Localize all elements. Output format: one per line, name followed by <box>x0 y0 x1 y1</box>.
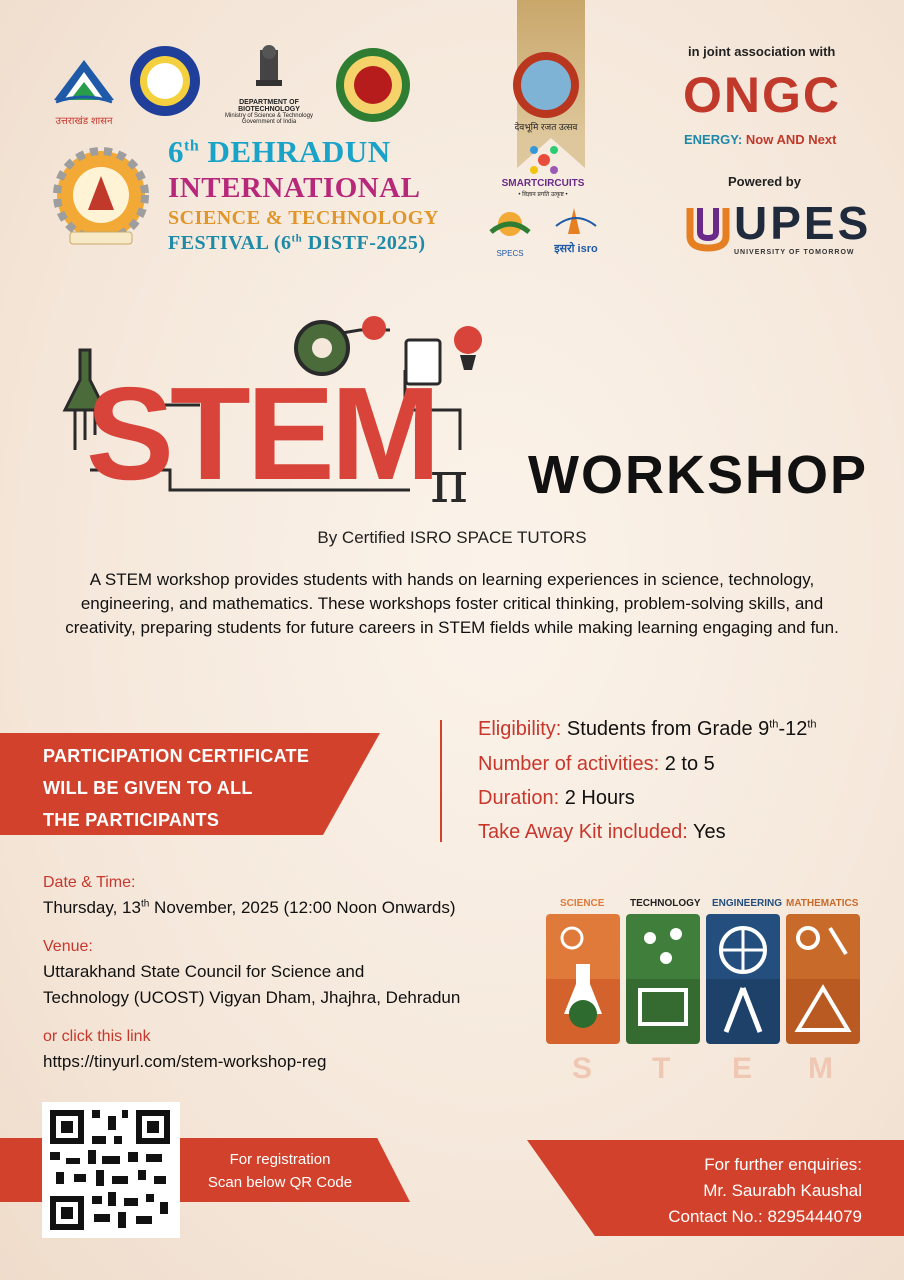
ucost-logo <box>130 46 200 116</box>
mathematics-label: MATHEMATICS <box>786 898 859 909</box>
kit-label: Take Away Kit included: <box>478 821 688 843</box>
enquiry-contact-name: Mr. Saurabh Kaushal <box>703 1181 862 1200</box>
eligibility-row <box>478 718 817 741</box>
smartcircuits-name: SMARTCIRCUITS <box>501 178 585 189</box>
festival-line1 <box>168 134 391 170</box>
duration-row <box>478 787 635 810</box>
duration-label: Duration: <box>478 787 560 809</box>
festival-sup: th <box>184 137 200 155</box>
registration-text <box>185 1148 375 1194</box>
qr-code[interactable] <box>42 1102 180 1238</box>
powered-by-text: Powered by <box>728 174 801 189</box>
certificate-line2: WILL BE GIVEN TO ALL <box>43 778 253 798</box>
specs-logo <box>487 204 533 258</box>
byline: By Certified ISRO SPACE TUTORS <box>317 528 587 547</box>
date-sup: th <box>140 898 150 910</box>
dbt-line1: DEPARTMENT OF BIOTECHNOLOGY <box>238 99 300 113</box>
venue-label: Venue: <box>43 938 93 955</box>
festival-line2: INTERNATIONAL <box>168 172 421 204</box>
upes-logo-text: UPES <box>734 197 872 249</box>
enquiry-line1: For further enquiries: <box>704 1155 862 1174</box>
description: A STEM workshop provides students with hands on learning experiences in science, technology, engineering, and mathematics. These workshops foster critical thinking, problem-solving skills, and creativity, preparing students for future careers in STEM fields while making learning engaging and fun. <box>65 570 839 637</box>
isro-logo <box>546 206 606 256</box>
energy-slogan: Now AND Next <box>745 132 837 147</box>
festival-city: DEHRADUN <box>199 134 391 169</box>
stem-ghost-e: E <box>732 1052 753 1085</box>
stem-ghost-s: S <box>572 1052 593 1085</box>
upes-icon <box>686 202 730 252</box>
energy-label: ENERGY: <box>684 132 746 147</box>
festival-line4-sup: th <box>291 232 303 245</box>
venue-line2: Technology (UCOST) Vigyan Dham, Jhajhra, Dehradun <box>43 988 461 1007</box>
science-panel <box>546 914 620 1044</box>
certificate-line3: THE PARTICIPANTS <box>43 810 220 830</box>
devbhoomi-logo <box>513 52 579 118</box>
enquiry-text <box>668 1152 862 1230</box>
smartcircuits-icon <box>524 142 564 178</box>
stem-ghost-m: M <box>808 1052 833 1085</box>
dbt-logo <box>210 44 328 125</box>
technology-label: TECHNOLOGY <box>630 898 701 909</box>
venue-line1: Uttarakhand State Council for Science and <box>43 962 365 981</box>
pi-icon: π <box>430 448 469 516</box>
activities-value: 2 to 5 <box>659 753 715 775</box>
date-a: Thursday, 13 <box>43 898 141 917</box>
ongc-logo-text: ONGC <box>683 67 841 123</box>
link-label: or click this link <box>43 1028 151 1045</box>
duration-value: 2 Hours <box>559 787 635 809</box>
festival-line4-a: FESTIVAL (6 <box>168 232 292 254</box>
science-label: SCIENCE <box>560 898 605 909</box>
uk-govt-caption: उत्तराखंड शासन <box>55 116 113 127</box>
engineering-panel <box>706 914 780 1044</box>
smartcircuits-tag: • विज्ञान प्रगति उत्कृष्ट • <box>518 192 568 198</box>
festival-line4-b: DISTF-2025) <box>302 232 426 254</box>
eligibility-label: Eligibility: <box>478 718 562 740</box>
activities-row <box>478 753 715 776</box>
specs-caption: SPECS <box>496 249 524 258</box>
festival-num: 6 <box>168 134 184 169</box>
festival-line4 <box>168 232 426 255</box>
enquiry-contact-number[interactable]: Contact No.: 8295444079 <box>668 1207 862 1226</box>
eligibility-sup2: th <box>807 718 817 731</box>
joint-association-text: in joint association with <box>688 44 836 59</box>
date-b: November, 2025 (12:00 Noon Onwards) <box>149 898 456 917</box>
stem-title: STEM <box>86 360 437 507</box>
devbhoomi-caption: देवभूमि रजत उत्सव <box>514 122 578 132</box>
technology-panel <box>626 914 700 1044</box>
stem-ghost-t: T <box>652 1052 671 1085</box>
engineering-label: ENGINEERING <box>712 898 783 909</box>
divider <box>440 720 442 842</box>
mathematics-panel <box>786 914 860 1044</box>
date-label: Date & Time: <box>43 874 136 891</box>
dbt-line2: Ministry of Science & Technology <box>225 113 313 119</box>
kit-row <box>478 821 726 844</box>
activities-label: Number of activities: <box>478 753 660 775</box>
registration-line2: Scan below QR Code <box>207 1174 353 1191</box>
certificate-text <box>43 740 309 836</box>
uk-govt-logo <box>50 52 118 127</box>
date-value <box>43 898 455 918</box>
registration-link[interactable]: https://tinyurl.com/stem-workshop-reg <box>43 1052 327 1071</box>
eligibility-sup1: th <box>769 718 779 731</box>
kit-value: Yes <box>687 821 726 843</box>
isro-caption: इसरो isro <box>554 243 598 255</box>
registration-line1: For registration <box>229 1151 331 1168</box>
rist-gear-logo <box>48 140 154 250</box>
ongc-tagline <box>684 132 836 147</box>
certificate-line1: PARTICIPATION CERTIFICATE <box>43 746 310 766</box>
eligibility-value-a: Students from Grade 9 <box>561 718 770 740</box>
emblem-logo <box>336 48 410 122</box>
eligibility-value-b: -12 <box>778 718 808 740</box>
upes-tagline: UNIVERSITY OF TOMORROW <box>734 249 855 256</box>
festival-line3: SCIENCE & TECHNOLOGY <box>168 207 439 229</box>
workshop-title: WORKSHOP <box>528 445 868 505</box>
dbt-line3: Government of India <box>241 119 297 125</box>
